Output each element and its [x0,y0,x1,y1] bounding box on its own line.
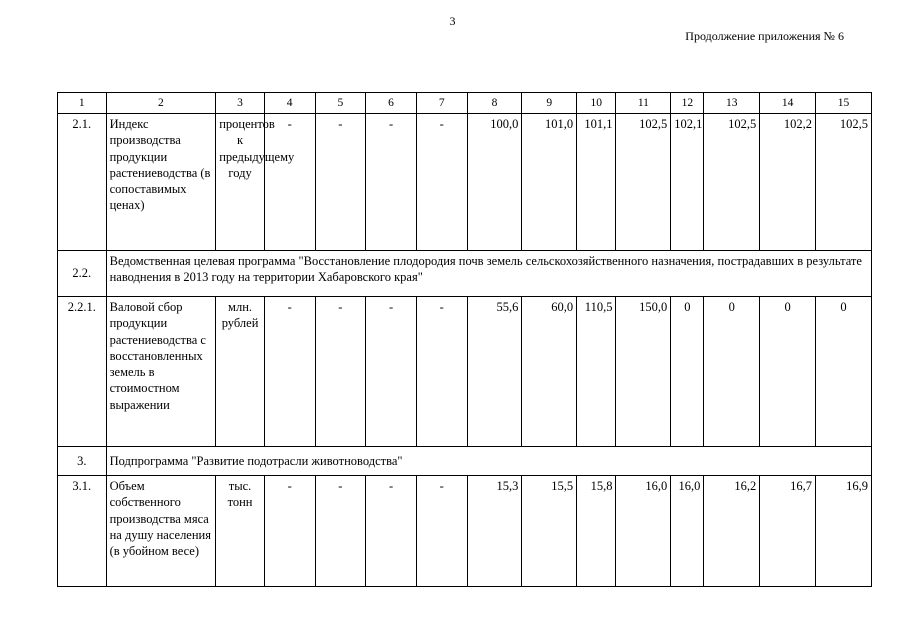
value-cell: 101,0 [522,114,577,251]
header-cell: 15 [816,93,872,114]
indicators-table [57,92,872,587]
value-cell: - [416,476,467,587]
value-cell: 16,2 [704,476,760,587]
header-cell: 12 [671,93,704,114]
value-cell: - [366,114,417,251]
header-cell: 14 [760,93,816,114]
indicator-name: Валовой сбор продукции растениеводства с восстановленных земель в стоимостном выражении [106,297,216,447]
value-cell: 101,1 [577,114,616,251]
header-cell: 1 [58,93,107,114]
value-cell: 15,8 [577,476,616,587]
value-cell: 55,6 [467,297,522,447]
page-number: 3 [449,14,456,28]
row-code: 2.2.1. [58,297,107,447]
value-cell: - [366,476,417,587]
value-cell: - [264,476,315,587]
subprogram-title: Подпрограмма "Развитие подотрасли животноводства" [106,447,871,476]
value-cell: - [366,297,417,447]
unit-cell: тыс. тонн [216,476,265,587]
value-cell: 60,0 [522,297,577,447]
value-cell: - [416,114,467,251]
header-cell: 6 [366,93,417,114]
unit-cell: процентов к предыдущему году [216,114,265,251]
header-cell: 7 [416,93,467,114]
row-code: 2.1. [58,114,107,251]
value-cell: 16,0 [671,476,704,587]
value-cell: 0 [816,297,872,447]
indicator-name: Индекс производства продукции растениеводства (в сопоставимых ценах) [106,114,216,251]
value-cell: 16,7 [760,476,816,587]
value-cell: - [315,114,366,251]
table-row [58,476,872,587]
header-cell: 2 [106,93,216,114]
value-cell: 0 [704,297,760,447]
table-row [58,297,872,447]
indicator-name: Объем собственного производства мяса на душу населения (в убойном весе) [106,476,216,587]
value-cell: 102,5 [816,114,872,251]
value-cell: 102,2 [760,114,816,251]
value-cell: 150,0 [616,297,671,447]
row-code: 3.1. [58,476,107,587]
value-cell: 102,5 [616,114,671,251]
table-row [58,114,872,251]
table-row [58,447,872,476]
header-cell: 13 [704,93,760,114]
value-cell: 16,0 [616,476,671,587]
row-code: 3. [58,447,107,476]
value-cell: 100,0 [467,114,522,251]
header-cell: 4 [264,93,315,114]
continuation-label: Продолжение приложения № 6 [685,29,844,43]
table-row [58,251,872,297]
header-row [58,93,872,114]
value-cell: - [315,297,366,447]
value-cell: - [264,297,315,447]
value-cell: 15,3 [467,476,522,587]
header-cell: 5 [315,93,366,114]
value-cell: 0 [671,297,704,447]
header-cell: 9 [522,93,577,114]
value-cell: 0 [760,297,816,447]
row-code: 2.2. [58,251,107,297]
unit-cell: млн. рублей [216,297,265,447]
value-cell: - [264,114,315,251]
value-cell: - [416,297,467,447]
header-cell: 11 [616,93,671,114]
value-cell: 102,5 [704,114,760,251]
value-cell: 102,1 [671,114,704,251]
program-title: Ведомственная целевая программа "Восстановление плодородия почв земель сельскохозяйственного назначения, пострадавших в результате наводнения в 2013 году на территории Хабаровского края" [106,251,871,297]
value-cell: 16,9 [816,476,872,587]
header-cell: 8 [467,93,522,114]
header-cell: 3 [216,93,265,114]
value-cell: 110,5 [577,297,616,447]
value-cell: 15,5 [522,476,577,587]
value-cell: - [315,476,366,587]
header-cell: 10 [577,93,616,114]
